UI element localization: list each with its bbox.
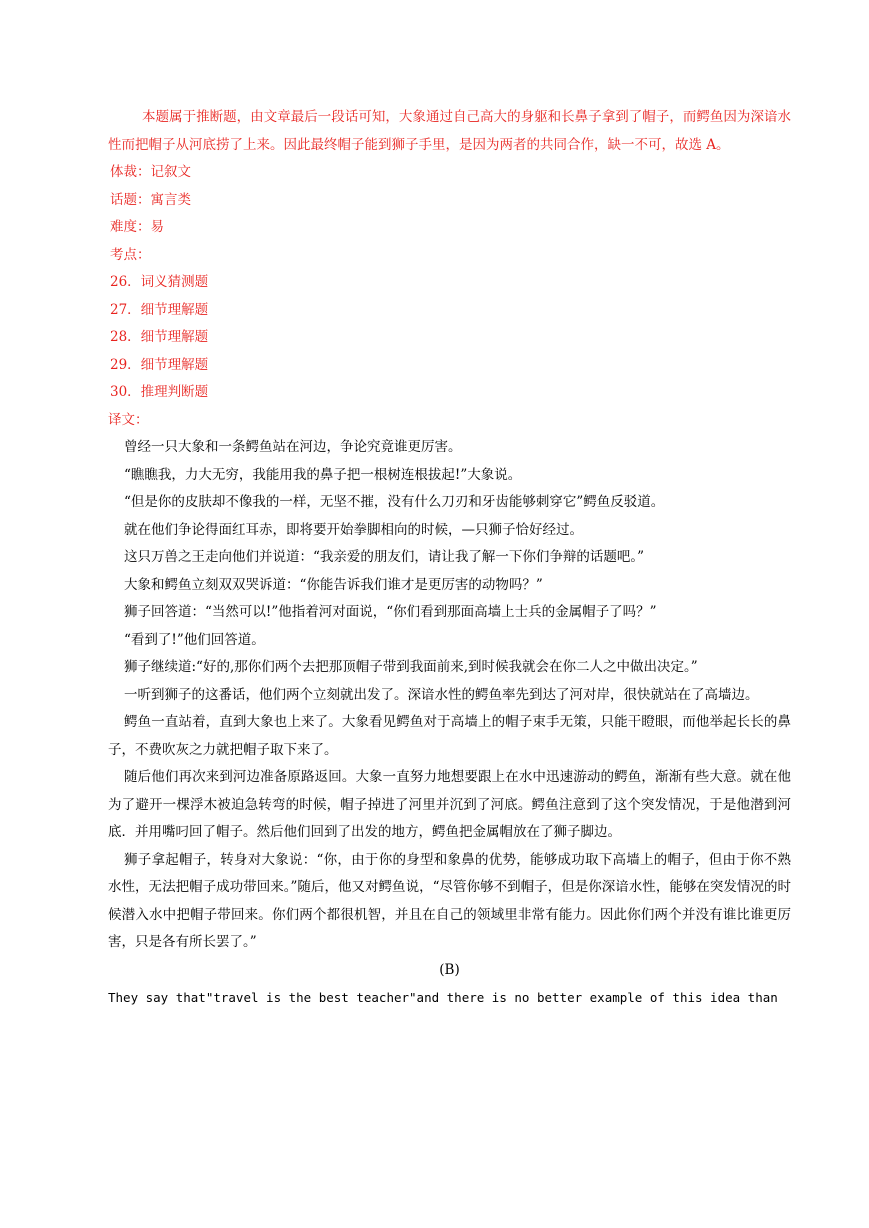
section-b-heading: (B) [439,961,460,978]
translation-paragraph: 大象和鳄鱼立刻双双哭诉道：“你能告诉我们谁才是更厉害的动物吗？” [124,576,543,593]
translation-paragraph: 就在他们争论得面红耳赤，即将要开始拳脚相向的时候，—只狮子恰好经过。 [124,521,583,538]
translation-label: 译文： [108,411,149,428]
point-item-28: 28．细节理解题 [110,329,209,345]
translation-paragraph: 这只万兽之王走向他们并说道：“我亲爱的朋友们，请让我了解一下你们争辩的话题吧。” [124,549,645,565]
translation-paragraph: “但是你的皮肤却不像我的一样，无坚不摧，没有什么刀刃和牙齿能够刺穿它”鳄鱼反驳道。 [124,494,665,510]
translation-paragraph: 一听到狮子的这番话，他们两个立刻就出发了。深谙水性的鳄鱼率先到达了河对岸，很快就站在了高墙边。 [124,686,759,703]
translation-paragraph: 狮子回答道：“当然可以!”他指着河对面说，“你们看到那面高墙上士兵的金属帽子了吗？” [124,604,657,620]
genre-line: 体裁：记叙文 [110,164,191,180]
translation-paragraph: 随后他们再次来到河边准备原路返回。大象一直努力地想要跟上在水中迅速游动的鳄鱼，渐渐有些大意。就在他为了避开一棵浮木被迫急转弯的时候，帽子掉进了河里并沉到了河底。鳄鱼注意到了这个突发情况，于是他潜到河底．并用嘴叼回了帽子。然后他们回到了出发的地方，鳄鱼把金属帽放在了狮子脚边。 [108,769,791,840]
translation-paragraph: 鳄鱼一直站着，直到大象也上来了。大象看见鳄鱼对于高墙上的帽子束手无策，只能干瞪眼，而他举起长长的鼻子，不费吹灰之力就把帽子取下来了。 [108,714,791,758]
point-item-29: 29．细节理解题 [110,356,209,373]
translation-paragraph: “看到了!”他们回答道。 [124,631,265,648]
analysis-paragraph: 本题属于推断题，由文章最后一段话可知，大象通过自己高大的身躯和长鼻子拿到了帽子，而鳄鱼因为深谙水性而把帽子从河底捞了上来。因此最终帽子能到狮子手里，是因为两者的共同合作，缺一不可，故选 A。 [108,109,791,153]
translation-paragraph: 狮子继续道:“好的,那你们两个去把那顶帽子带到我面前来,到时候我就会在你二人之中做出决定。” [124,659,698,675]
point-item-26: 26．词义猜测题 [110,274,209,290]
point-item-30: 30．推理判断题 [110,384,209,400]
points-label: 考点： [110,246,151,263]
translation-paragraph: “瞧瞧我，力大无穷，我能用我的鼻子把一根树连根拔起!”大象说。 [124,466,522,483]
point-item-27: 27．细节理解题 [110,301,209,318]
english-passage-line: They say that"travel is the best teacher"and there is no better example of this idea than [108,990,778,1005]
document-page [108,104,791,1012]
translation-paragraph: 狮子拿起帽子，转身对大象说：“你，由于你的身型和象鼻的优势，能够成功取下高墙上的帽子，但由于你不熟水性，无法把帽子成功带回来。”随后，他又对鳄鱼说，“尽管你够不到帽子，但是你深谙水性，能够在突发情况的时候潜入水中把帽子带回来。你们两个都很机智，并且在自己的领域里非常有能力。因此你们两个并没有谁比谁更厉害，只是各有所长罢了。” [108,851,791,950]
translation-paragraph: 曾经一只大象和一条鳄鱼站在河边，争论究竟谁更厉害。 [124,439,462,455]
topic-line: 话题：寓言类 [110,191,191,208]
difficulty-line: 难度：易 [110,219,164,235]
